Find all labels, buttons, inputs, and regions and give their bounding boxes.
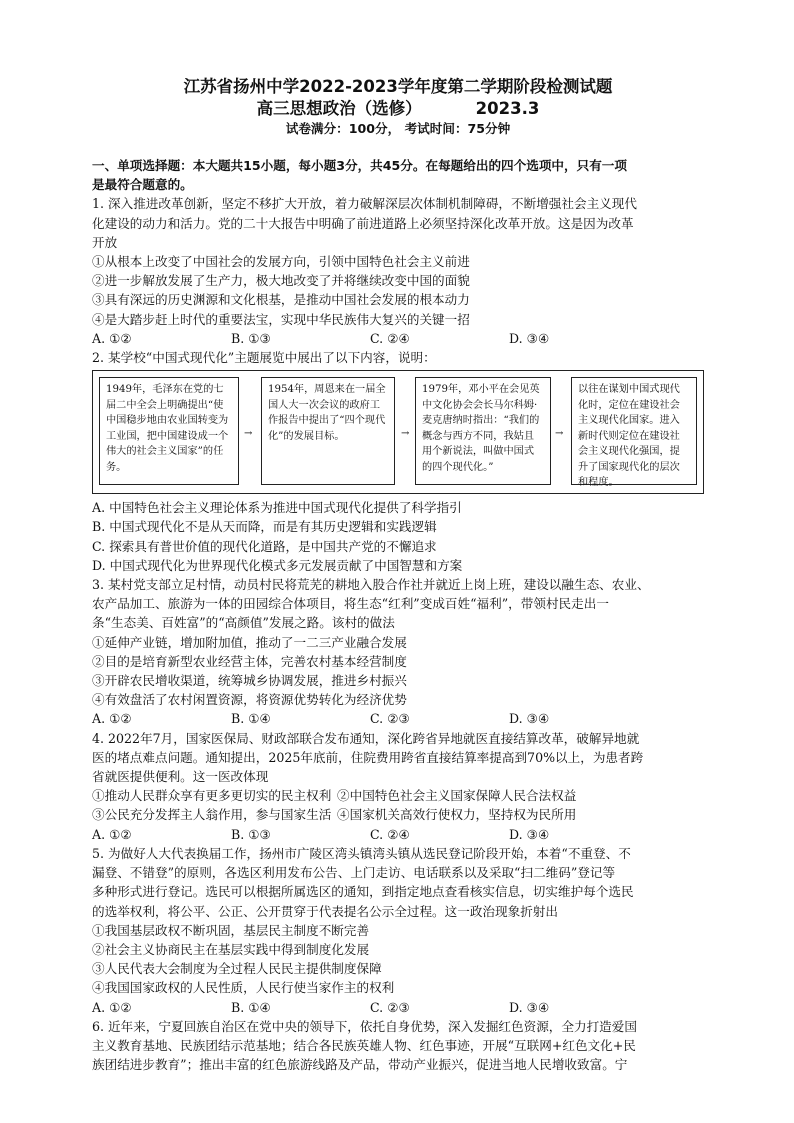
q1-option-a: A. ①② (92, 330, 132, 346)
exam-subtitle-row (92, 98, 704, 120)
q2-flow-diagram (92, 370, 704, 494)
q1-option-b: B. ①③ (231, 330, 271, 346)
q4-items-row-1 (92, 786, 704, 805)
q4-item-4: ④国家机关高效行使权力，坚持权为民所用 (337, 807, 577, 823)
q4-option-b: B. ①③ (231, 826, 271, 842)
q4-stem-3: 省就医提供便利。这一医改体现 (92, 769, 269, 785)
q3-option-a: A. ①② (92, 711, 132, 727)
q3-option-c: C. ②③ (370, 711, 410, 727)
q1-option-c: C. ②④ (370, 330, 410, 346)
q1-item-1: ①从根本上改变了中国社会的发展方向，引领中国特色社会主义前进 (92, 254, 470, 270)
q3-stem-2: 农产品加工、旅游为一体的田园综合体项目，将生态“红利”变成百姓“福利”，带领村民走出一 (92, 596, 609, 612)
exam-subtitle: 高三思想政治（选修） (256, 99, 422, 118)
q3-stem-3: 条“生态美、百姓富”的“高颜值”发展之路。该村的做法 (92, 615, 395, 631)
q4-option-d: D. ③④ (509, 826, 550, 842)
q1-option-d: D. ③④ (509, 330, 550, 346)
q5-stem-1: 5. 为做好人大代表换届工作，扬州市广陵区湾头镇湾头镇从选民登记阶段开始，本着“不重登、不 (92, 845, 631, 861)
q2-stem: 2. 某学校“中国式现代化”主题展览中展出了以下内容，说明： (92, 350, 436, 366)
q4-stem-1: 4. 2022年7月，国家医保局、财政部联合发布通知，深化跨省异地就医直接结算改革，破解异地就 (92, 730, 640, 746)
q1-item-2: ②进一步解放发展了生产力，极大地改变了并将继续改变中国的面貌 (92, 273, 470, 289)
q5-option-b: B. ①④ (231, 999, 271, 1015)
q5-option-a: A. ①② (92, 999, 132, 1015)
exam-info: 试卷满分：100分， 考试时间：75分钟 (285, 121, 511, 136)
q3-item-2: ②目的是培育新型农业经营主体，完善农村基本经营制度 (92, 653, 407, 669)
q5-option-d: D. ③④ (509, 999, 550, 1015)
exam-title: 江苏省扬州中学2022-2023学年度第二学期阶段检测试题 (183, 77, 613, 96)
q3-item-4: ④有效盘活了农村闲置资源，将资源优势转化为经济优势 (92, 692, 407, 708)
q5-item-1: ①我国基层政权不断巩固，基层民主制度不断完善 (92, 922, 370, 938)
arrow-right-icon: → (555, 428, 564, 440)
q2-box-1954: 1954年，周恩来在一届全国人大一次会议的政府工作报告中提出了“四个现代化”的发展目标。 (261, 377, 395, 485)
q1-item-4: ④是大踏步赶上时代的重要法宝，实现中华民族伟大复兴的关键一招 (92, 311, 470, 327)
q2-option-d: D. 中国式现代化为世界现代化模式多元发展贡献了中国智慧和方案 (92, 557, 463, 573)
q3-option-d: D. ③④ (509, 711, 550, 727)
exam-page (92, 76, 704, 1074)
q3-options (92, 709, 704, 728)
q1-options (92, 329, 704, 348)
q4-items-row-2 (92, 805, 704, 824)
q2-option-b: B. 中国式现代化不是从天而降，而是有其历史逻辑和实践逻辑 (92, 519, 437, 535)
q2-box-1949: 1949年，毛泽东在党的七届二中全会上明确提出“使中国稳步地由农业国转变为工业国，把中国建设成一个伟大的社会主义国家”的任务。 (99, 377, 239, 485)
q5-stem-2: 漏登、不错登”的原则，各选区利用发布公告、上门走访、电话联系以及采取“扫二维码”登记等 (92, 865, 616, 881)
q4-item-3: ③公民充分发挥主人翁作用，参与国家生活 (92, 807, 332, 823)
q4-option-c: C. ②④ (370, 826, 410, 842)
q1-item-3: ③具有深远的历史渊源和文化根基，是推动中国社会发展的根本动力 (92, 292, 470, 308)
exam-date: 2023.3 (475, 99, 540, 118)
section-heading-line-2: 是最符合题意的。 (92, 177, 193, 193)
q4-option-a: A. ①② (92, 826, 132, 842)
arrow-right-icon: → (401, 428, 410, 440)
q5-stem-3: 多种形式进行登记。选民可以根据所属选区的通知，到指定地点查看核实信息，切实维护每个选民 (92, 884, 634, 900)
q5-stem-4: 的选举权利，将公平、公正、公开贯穿于代表提名公示全过程。这一政治现象折射出 (92, 903, 558, 919)
q5-option-c: C. ②③ (370, 999, 410, 1015)
q3-item-3: ③开辟农民增收渠道，统筹城乡协调发展，推进乡村振兴 (92, 673, 407, 689)
section-heading-line-1: 一、单项选择题：本大题共15小题，每小题3分，共45分。在每题给出的四个选项中，只有一项 (92, 158, 627, 173)
q6-stem-3: 族团结进步教育”；推出丰富的红色旅游线路及产品，带动产业振兴，促进当地人民增收致富。宁 (92, 1057, 628, 1073)
q3-item-1: ①延伸产业链，增加附加值，推动了一二三产业融合发展 (92, 634, 407, 650)
q4-item-1: ①推动人民群众享有更多更切实的民主权利 (92, 788, 332, 804)
q5-item-4: ④我国国家政权的人民性质，人民行使当家作主的权利 (92, 980, 395, 996)
q1-stem-3: 开放 (92, 234, 118, 250)
q3-stem-1: 3. 某村党支部立足村情，动员村民将荒芜的耕地入股合作社并就近上岗上班，建设以融生态、农业、 (92, 577, 650, 593)
q2-option-c: C. 探索具有普世价值的现代化道路，是中国共产党的不懈追求 (92, 538, 437, 554)
q2-option-a: A. 中国特色社会主义理论体系为推进中国式现代化提供了科学指引 (92, 500, 462, 516)
q1-stem-2: 化建设的动力和活力。党的二十大报告中明确了前进道路上必须坚持深化改革开放。这是因为改革 (92, 215, 634, 231)
q6-stem-1: 6. 近年来，宁夏回族自治区在党中央的领导下，依托自身优势，深入发掘红色资源，全力打造爱国 (92, 1018, 637, 1034)
q3-option-b: B. ①④ (231, 711, 271, 727)
q5-item-3: ③人民代表大会制度为全过程人民民主提供制度保障 (92, 961, 382, 977)
q2-box-new-era: 以往在谋划中国式现代化时，定位在建设社会主义现代化国家。进入新时代则定位在建设社会主义现代化强国，提升了国家现代化的层次和程度。 (571, 377, 697, 485)
q5-options (92, 998, 704, 1017)
q5-item-2: ②社会主义协商民主在基层实践中得到制度化发展 (92, 941, 370, 957)
q4-options (92, 825, 704, 844)
arrow-right-icon: → (244, 428, 253, 440)
q6-stem-2: 主义教育基地、民族团结示范基地；结合各民族英雄人物、红色事迹，开展“互联网+红色文化+民 (92, 1037, 636, 1053)
q4-stem-2: 医的堵点难点问题。通知提出，2025年底前，住院费用跨省直接结算率提高到70%以上，为患者跨 (92, 749, 644, 765)
q2-box-1979: 1979年，邓小平在会见英中文化协会会长马尔科姆·麦克唐纳时指出：“我们的概念与西方不同，我姑且用个新说法，叫做中国式的四个现代化。” (415, 377, 551, 485)
q4-item-2: ②中国特色社会主义国家保障人民合法权益 (337, 788, 577, 804)
q1-stem-1: 1. 深入推进改革创新，坚定不移扩大开放，着力破解深层次体制机制障碍，不断增强社会主义现代 (92, 196, 637, 212)
